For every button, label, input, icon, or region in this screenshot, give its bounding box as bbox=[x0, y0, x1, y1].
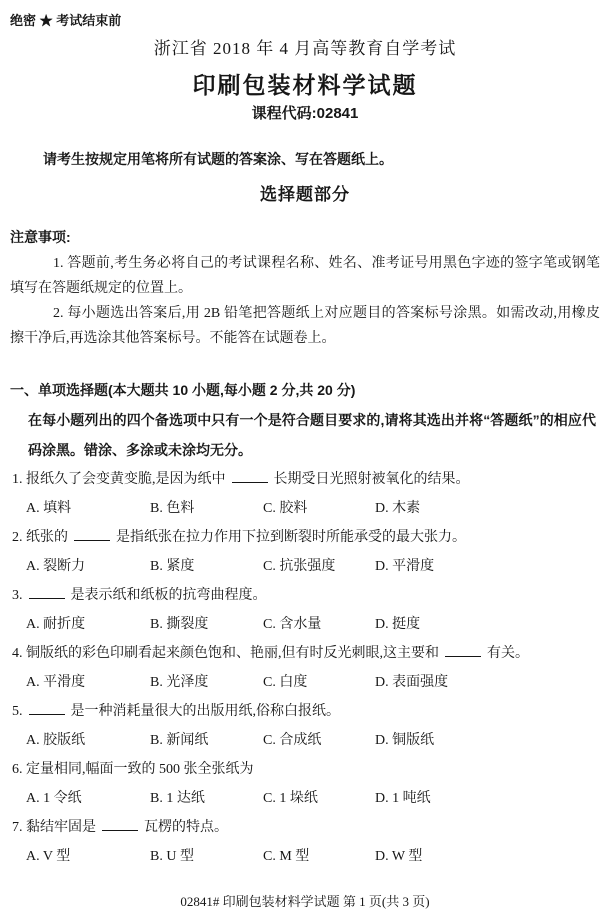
options-row bbox=[26, 552, 600, 581]
stem-text-post: 是表示纸和纸板的抗弯曲程度。 bbox=[70, 588, 267, 603]
page-footer: 02841# 印刷包装材料学试题 第 1 页(共 3 页) bbox=[180, 894, 430, 909]
option-b: B. 撕裂度 bbox=[150, 617, 209, 632]
option-c: C. 抗张强度 bbox=[263, 559, 336, 574]
option-d: D. 表面强度 bbox=[375, 675, 449, 690]
option-b: B. 紧度 bbox=[150, 559, 195, 574]
question-stem bbox=[10, 523, 600, 552]
question-stem bbox=[10, 465, 600, 494]
option-c: C. 白度 bbox=[263, 675, 308, 690]
section-title: 选择题部分 bbox=[260, 185, 350, 204]
fill-in-blank-line bbox=[445, 656, 481, 657]
question-stem bbox=[10, 813, 600, 842]
part-one-heading: 一、单项选择题(本大题共 10 小题,每小题 2 分,共 20 分) bbox=[10, 382, 356, 398]
option-c: C. 含水量 bbox=[263, 617, 322, 632]
option-b: B. 光泽度 bbox=[150, 675, 209, 690]
options-row bbox=[26, 668, 600, 697]
stem-text-pre: 1. 报纸久了会变黄变脆,是因为纸中 bbox=[12, 472, 226, 487]
fill-in-blank-line bbox=[29, 598, 65, 599]
options-row bbox=[26, 842, 600, 871]
question-stem bbox=[10, 755, 600, 784]
question-7 bbox=[10, 813, 600, 871]
option-c: C. 1 垛纸 bbox=[263, 791, 318, 806]
notice-item-1: 1. 答题前,考生务必将自己的考试课程名称、姓名、准考证号用黑色字迹的签字笔或钢笔填写在答题纸规定的位置上。 bbox=[10, 256, 600, 296]
question-4 bbox=[10, 639, 600, 697]
option-a: A. V 型 bbox=[26, 849, 71, 864]
paper-title: 印刷包装材料学试题 bbox=[192, 72, 418, 98]
course-code: 课程代码:02841 bbox=[251, 105, 359, 122]
option-a: A. 1 令纸 bbox=[26, 791, 82, 806]
options-row bbox=[26, 610, 600, 639]
question-stem bbox=[10, 697, 600, 726]
fill-in-blank-line bbox=[74, 540, 110, 541]
options-row bbox=[26, 494, 600, 523]
exam-session-title: 浙江省 2018 年 4 月高等教育自学考试 bbox=[153, 39, 457, 58]
stem-text-pre: 2. 纸张的 bbox=[12, 530, 68, 545]
question-6 bbox=[10, 755, 600, 813]
question-stem bbox=[10, 639, 600, 668]
stem-text-pre: 4. 铜版纸的彩色印刷看起来颜色饱和、艳丽,但有时反光刺眼,这主要和 bbox=[12, 646, 439, 661]
option-c: C. 胶料 bbox=[263, 501, 308, 516]
fill-in-blank-line bbox=[29, 714, 65, 715]
option-a: A. 填料 bbox=[26, 501, 72, 516]
question-5 bbox=[10, 697, 600, 755]
option-c: C. 合成纸 bbox=[263, 733, 322, 748]
option-b: B. 色料 bbox=[150, 501, 195, 516]
stem-text-post: 长期受日光照射被氧化的结果。 bbox=[273, 472, 470, 487]
classification-banner: 绝密 ★ 考试结束前 bbox=[10, 13, 122, 28]
option-a: A. 胶版纸 bbox=[26, 733, 86, 748]
stem-text-pre: 6. 定量相同,幅面一致的 500 张全张纸为 bbox=[12, 762, 254, 777]
stem-text-pre: 5. bbox=[12, 704, 23, 719]
question-1 bbox=[10, 465, 600, 523]
option-d: D. 1 吨纸 bbox=[375, 791, 431, 806]
stem-text-post: 是指纸张在拉力作用下拉到断裂时所能承受的最大张力。 bbox=[116, 530, 466, 545]
question-3 bbox=[10, 581, 600, 639]
part-one-instruction: 在每小题列出的四个备选项中只有一个是符合题目要求的,请将其选出并将“答题纸”的相应代码涂黑。错涂、多涂或未涂均无分。 bbox=[28, 412, 596, 458]
notice-item-2: 2. 每小题选出答案后,用 2B 铅笔把答题纸上对应题目的答案标号涂黑。如需改动,用橡皮擦干净后,再选涂其他答案标号。不能答在试题卷上。 bbox=[10, 306, 600, 346]
stem-text-pre: 7. 黏结牢固是 bbox=[12, 820, 96, 835]
fill-in-blank-line bbox=[232, 482, 268, 483]
option-b: B. 1 达纸 bbox=[150, 791, 205, 806]
stem-text-post: 是一种消耗量很大的出版用纸,俗称白报纸。 bbox=[70, 704, 340, 719]
option-b: B. 新闻纸 bbox=[150, 733, 209, 748]
question-2 bbox=[10, 523, 600, 581]
options-row bbox=[26, 784, 600, 813]
stem-text-post: 瓦楞的特点。 bbox=[144, 820, 228, 835]
option-b: B. U 型 bbox=[150, 849, 194, 864]
question-stem bbox=[10, 581, 600, 610]
option-a: A. 耐折度 bbox=[26, 617, 86, 632]
option-a: A. 裂断力 bbox=[26, 559, 86, 574]
options-row bbox=[26, 726, 600, 755]
option-d: D. W 型 bbox=[375, 849, 423, 864]
stem-text-post: 有关。 bbox=[487, 646, 529, 661]
stem-text-pre: 3. bbox=[12, 588, 23, 603]
option-d: D. 平滑度 bbox=[375, 559, 435, 574]
fill-in-blank-line bbox=[102, 830, 138, 831]
option-c: C. M 型 bbox=[263, 849, 310, 864]
option-d: D. 铜版纸 bbox=[375, 733, 435, 748]
notice-heading: 注意事项: bbox=[10, 229, 71, 245]
option-d: D. 挺度 bbox=[375, 617, 421, 632]
option-a: A. 平滑度 bbox=[26, 675, 86, 690]
option-d: D. 木素 bbox=[375, 501, 421, 516]
pen-instruction: 请考生按规定用笔将所有试题的答案涂、写在答题纸上。 bbox=[43, 151, 393, 167]
